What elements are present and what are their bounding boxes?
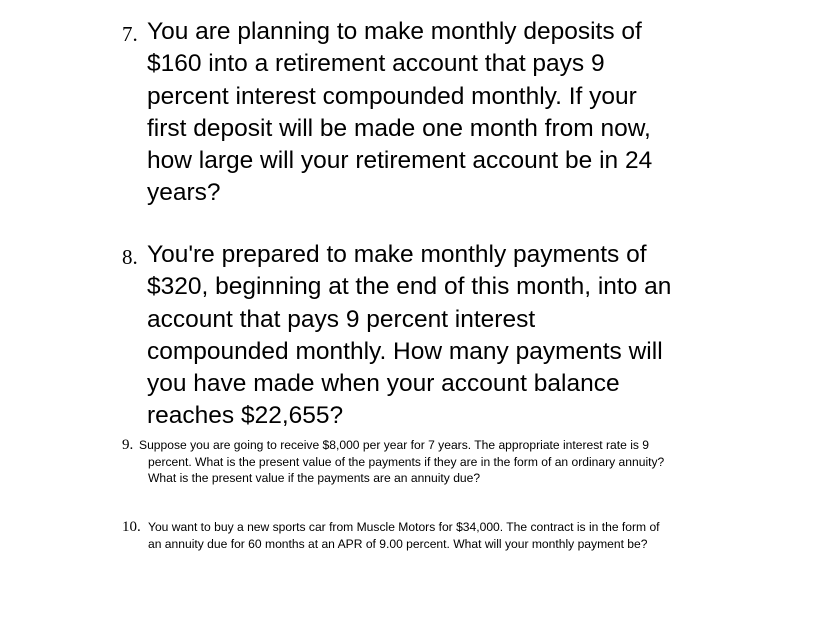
text-line: compounded monthly. How many payments will bbox=[147, 337, 663, 365]
text-line: Suppose you are going to receive $8,000 per year for 7 years. The appropriate interest rate is 9 bbox=[139, 438, 650, 452]
problem-text bbox=[122, 16, 762, 210]
problem-text bbox=[122, 239, 762, 433]
problem-7 bbox=[122, 16, 762, 210]
text-line: you have made when your account balance bbox=[147, 370, 620, 398]
text-line: years? bbox=[147, 179, 221, 207]
text-line: You want to buy a new sports car from Muscle Motors for $34,000. The contract is in the form of bbox=[148, 520, 660, 534]
text-line: account that pays 9 percent interest bbox=[147, 305, 536, 333]
text-line: You are planning to make monthly deposits of bbox=[147, 18, 642, 45]
problem-8 bbox=[122, 239, 762, 433]
problem-number: 9. bbox=[122, 437, 134, 453]
text-line: percent interest compounded monthly. If your bbox=[147, 82, 637, 110]
problem-number: 10. bbox=[122, 519, 141, 535]
text-line: percent. What is the present value of the payments if they are in the form of an ordinary annuity? bbox=[148, 454, 665, 469]
problem-number: 8. bbox=[122, 245, 138, 269]
text-line: reaches $22,655? bbox=[147, 402, 344, 430]
text-line: an annuity due for 60 months at an APR of 9.00 percent. What will your monthly payment be? bbox=[148, 536, 648, 551]
text-line: You're prepared to make monthly payments of bbox=[147, 241, 647, 268]
problem-text bbox=[122, 437, 762, 487]
problem-number: 7. bbox=[122, 22, 138, 46]
text-line: how large will your retirement account be in 24 bbox=[147, 147, 653, 175]
problem-text bbox=[122, 519, 762, 552]
problem-10 bbox=[122, 519, 762, 552]
text-line: $320, beginning at the end of this month, into an bbox=[147, 273, 672, 301]
text-line: $160 into a retirement account that pays 9 bbox=[147, 50, 605, 78]
problem-9 bbox=[122, 437, 762, 487]
text-line: What is the present value if the payments are an annuity due? bbox=[148, 471, 481, 486]
text-line: first deposit will be made one month from now, bbox=[147, 114, 651, 142]
